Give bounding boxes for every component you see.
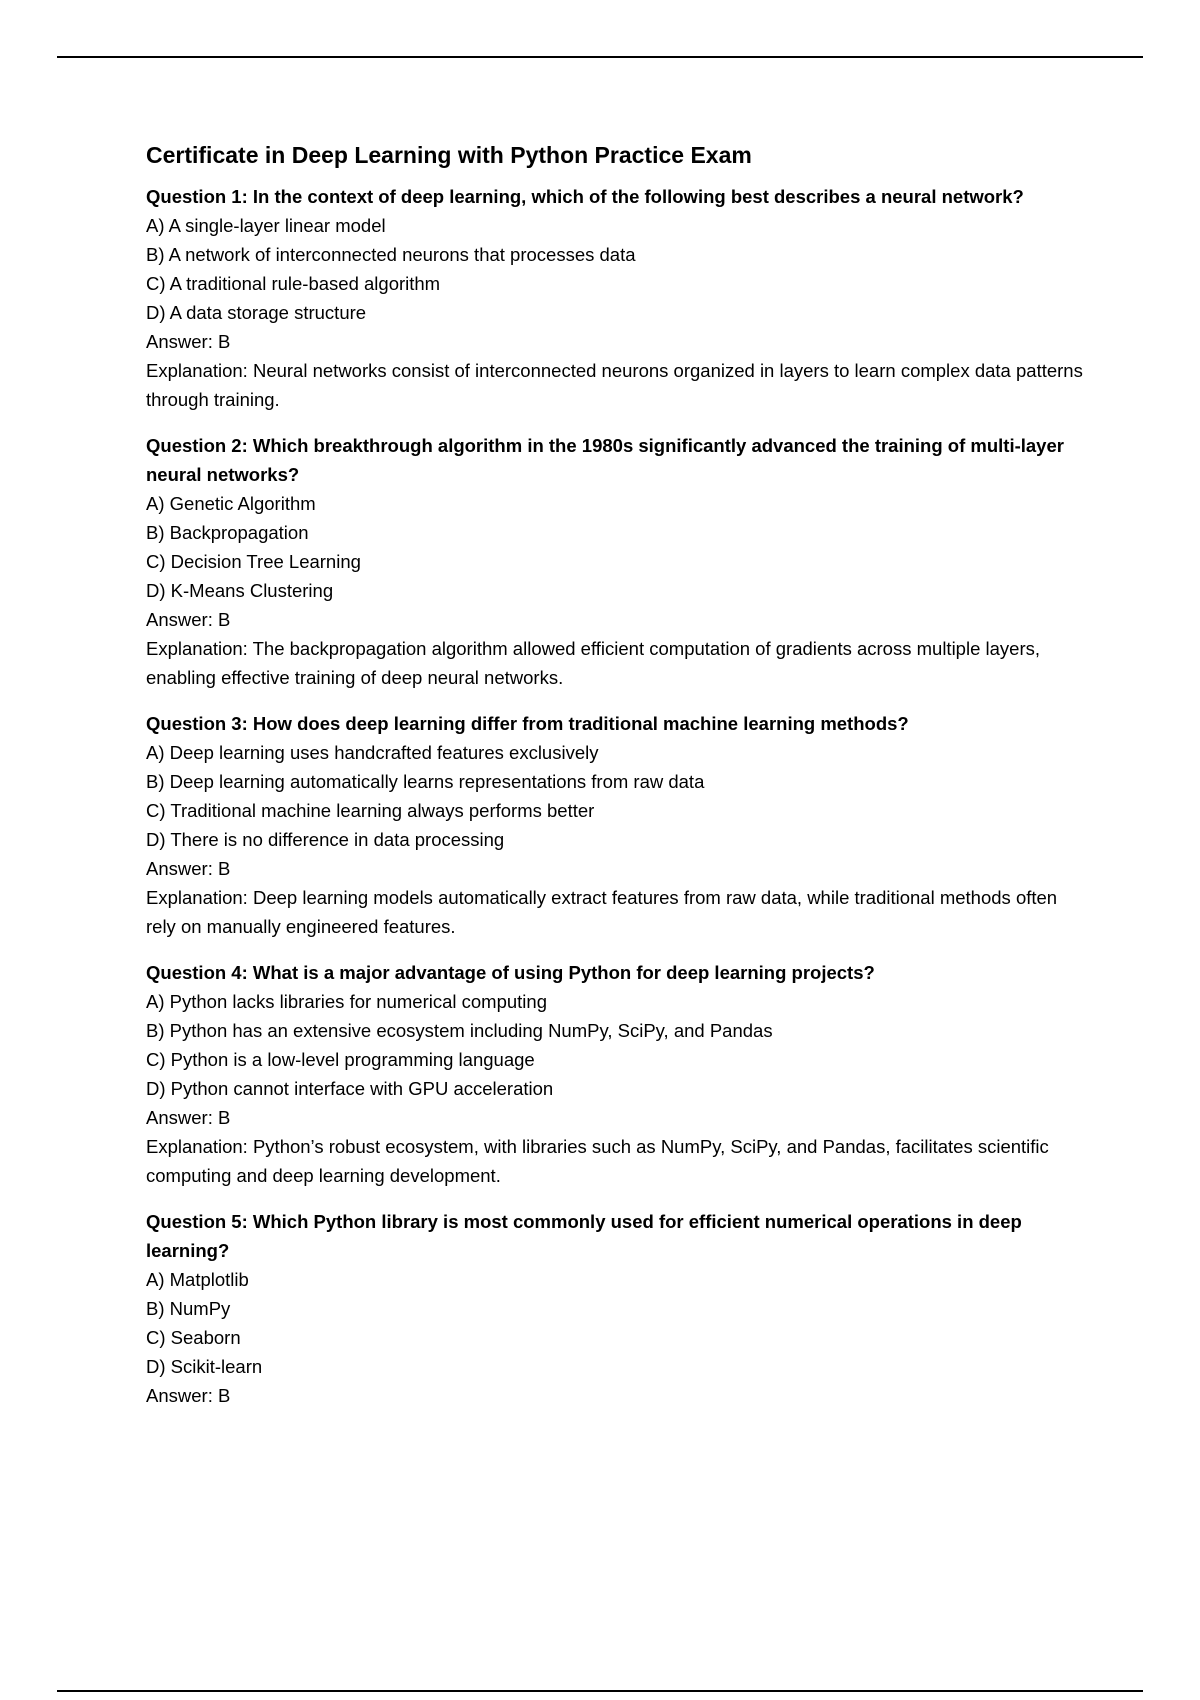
option-c: C) Python is a low-level programming language — [146, 1048, 535, 1070]
answer: Answer: B — [146, 608, 231, 630]
question-block-5 — [146, 1207, 1090, 1410]
option-d: D) Scikit-learn — [146, 1355, 263, 1377]
question-block-1 — [146, 182, 1090, 414]
question-text: Question 4: What is a major advantage of using Python for deep learning projects? — [146, 961, 875, 983]
question-text: Question 2: Which breakthrough algorithm in the 1980s significantly advanced the training of multi-layer neural networks? — [146, 434, 1064, 485]
option-b: B) NumPy — [146, 1297, 231, 1319]
option-a: A) Deep learning uses handcrafted features exclusively — [146, 741, 599, 763]
option-b: B) Backpropagation — [146, 521, 309, 543]
header-rule — [57, 56, 1143, 58]
question-text: Question 1: In the context of deep learning, which of the following best describes a neural network? — [146, 185, 1024, 207]
question-block-2 — [146, 431, 1090, 692]
option-b: B) A network of interconnected neurons that processes data — [146, 243, 636, 265]
answer: Answer: B — [146, 1106, 231, 1128]
option-a: A) A single-layer linear model — [146, 214, 386, 236]
explanation: Explanation: The backpropagation algorithm allowed efficient computation of gradients across multiple layers, enabling effective training of deep neural networks. — [146, 637, 1040, 688]
option-d: D) Python cannot interface with GPU acceleration — [146, 1077, 554, 1099]
option-b: B) Deep learning automatically learns representations from raw data — [146, 770, 705, 792]
option-d: D) K-Means Clustering — [146, 579, 334, 601]
option-d: D) There is no difference in data processing — [146, 828, 505, 850]
explanation: Explanation: Deep learning models automatically extract features from raw data, while traditional methods often rely on manually engineered features. — [146, 886, 1058, 937]
option-a: A) Genetic Algorithm — [146, 492, 316, 514]
answer: Answer: B — [146, 1384, 231, 1406]
question-text: Question 5: Which Python library is most commonly used for efficient numerical operations in deep learning? — [146, 1210, 1022, 1261]
page-title: Certificate in Deep Learning with Python Practice Exam — [146, 142, 752, 168]
option-b: B) Python has an extensive ecosystem including NumPy, SciPy, and Pandas — [146, 1019, 773, 1041]
explanation: Explanation: Neural networks consist of interconnected neurons organized in layers to learn complex data patterns through training. — [146, 359, 1083, 410]
answer: Answer: B — [146, 857, 231, 879]
question-block-3 — [146, 709, 1090, 941]
option-a: A) Python lacks libraries for numerical computing — [146, 990, 547, 1012]
option-c: C) Decision Tree Learning — [146, 550, 361, 572]
question-text: Question 3: How does deep learning differ from traditional machine learning methods? — [146, 712, 909, 734]
footer-rule — [57, 1690, 1143, 1692]
option-a: A) Matplotlib — [146, 1268, 249, 1290]
option-c: C) Traditional machine learning always performs better — [146, 799, 595, 821]
explanation: Explanation: Python’s robust ecosystem, with libraries such as NumPy, SciPy, and Pandas, facilitates scientific computing and deep learning development. — [146, 1135, 1049, 1186]
option-c: C) Seaborn — [146, 1326, 241, 1348]
option-d: D) A data storage structure — [146, 301, 367, 323]
option-c: C) A traditional rule-based algorithm — [146, 272, 441, 294]
exam-page — [146, 142, 1090, 1427]
question-block-4 — [146, 958, 1090, 1190]
answer: Answer: B — [146, 330, 231, 352]
